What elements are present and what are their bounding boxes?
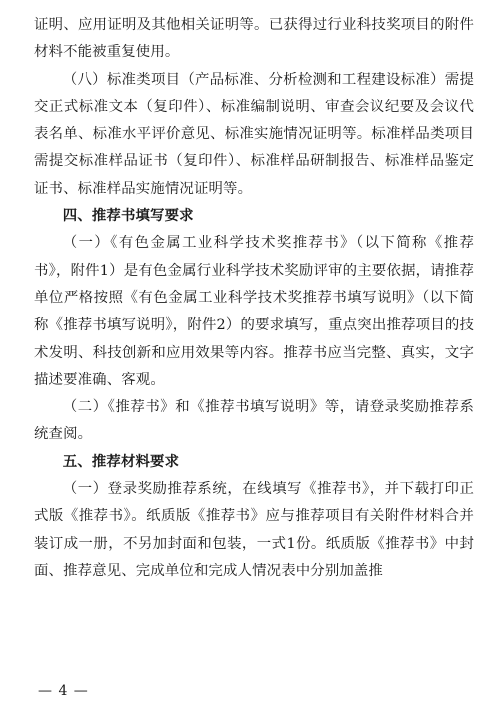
paragraph-material-requirements: （一）登录奖励推荐系统，在线填写《推荐书》，并下载打印正式版《推荐书》。纸质版《推荐书》应与推荐项目有关附件材料合并装订成一册，不另加封面和包装，一式1份。纸质版《推荐书》中封面、推荐意见、完成单位和完成人情况表中分别加盖推 (34, 481, 474, 579)
paragraph-recommendation-form: （一）《有色金属工业科学技术奖推荐书》（以下简称《推荐书》，附件1）是有色金属行业科学技术奖励评审的主要依据，请推荐单位严格按照《有色金属工业科学技术奖推荐书填写说明》（以下简称《推荐书填写说明》，附件2）的要求填写，重点突出推荐项目的技术发明、科技创新和应用效果等内容。推荐书应当完整、真实，文字描述要准确、客观。 (34, 235, 474, 388)
paragraph-attachment-note: 证明、应用证明及其他相关证明等。已获得过行业科技奖项目的附件材料不能被重复使用。 (34, 17, 474, 61)
section-heading-4: 四、推荐书填写要求 (62, 208, 194, 225)
page-number: — 4 — (38, 683, 89, 699)
section-heading-5: 五、推荐材料要求 (62, 453, 180, 470)
document-body (34, 12, 474, 585)
paragraph-standard-projects: （八）标准类项目（产品标准、分析检测和工程建设标准）需提交正式标准文本（复印件）、标准编制说明、审查会议纪要及会议代表名单、标准水平评价意见、标准实施情况证明等。标准样品类项目需提交标准样品证书（复印件）、标准样品研制报告、标准样品鉴定证书、标准样品实施情况证明等。 (34, 71, 474, 197)
paragraph-system-lookup: （二）《推荐书》和《推荐书填写说明》等，请登录奖励推荐系统查阅。 (34, 399, 474, 443)
